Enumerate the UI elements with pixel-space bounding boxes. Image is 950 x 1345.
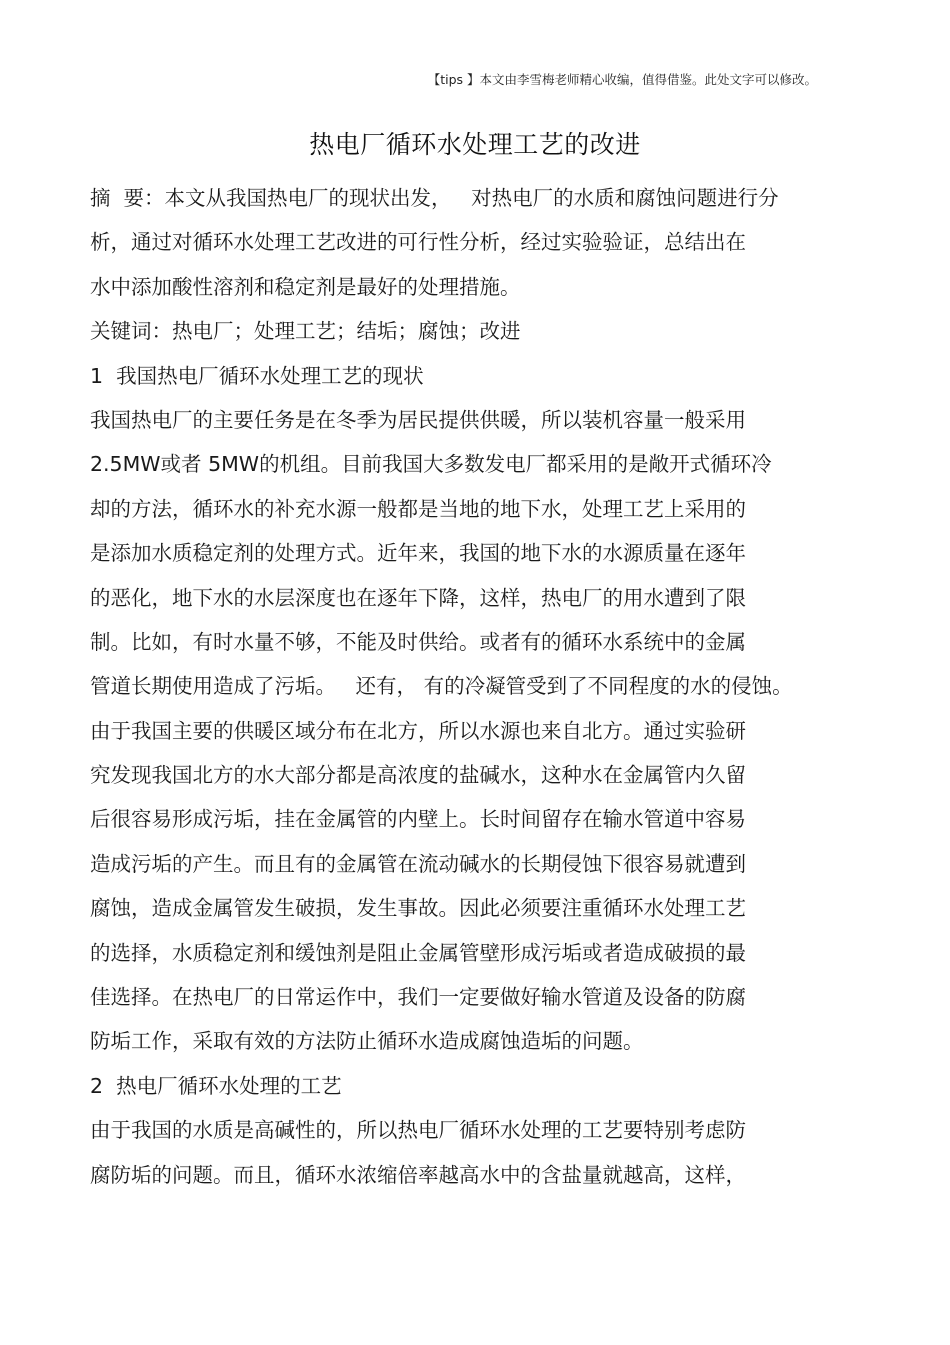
abstract-line: 摘 要：本文从我国热电厂的现状出发， 对热电厂的水质和腐蚀问题进行分 bbox=[90, 186, 779, 210]
body-text-line: 防垢工作，采取有效的方法防止循环水造成腐蚀造垢的问题。 bbox=[90, 1029, 644, 1054]
body-text-line: 造成污垢的产生。而且有的金属管在流动碱水的长期侵蚀下很容易就遭到 bbox=[90, 851, 746, 876]
page-title: 热电厂循环水处理工艺的改进 bbox=[309, 130, 641, 159]
body-text-line: 腐蚀，造成金属管发生破损，发生事故。因此必须要注重循环水处理工艺 bbox=[90, 896, 746, 921]
body-text-line: 的恶化，地下水的水层深度也在逐年下降，这样，热电厂的用水遭到了限 bbox=[90, 585, 746, 610]
body-text-line: 的选择，水质稳定剂和缓蚀剂是阻止金属管壁形成污垢或者造成破损的最 bbox=[90, 940, 746, 965]
body-text-line: 腐防垢的问题。而且，循环水浓缩倍率越高水中的含盐量就越高，这样， bbox=[90, 1162, 746, 1187]
body-text-line: 究发现我国北方的水大部分都是高浓度的盐碱水，这种水在金属管内久留 bbox=[90, 763, 746, 788]
body-text-line: 管道长期使用造成了污垢。 还有， 有的冷凝管受到了不同程度的水的侵蚀。 bbox=[90, 674, 793, 699]
body-text-line: 2.5MW或者 5MW的机组。目前我国大多数发电厂都采用的是敞开式循环冷 bbox=[90, 452, 772, 477]
body-text-line: 由于我国主要的供暖区域分布在北方，所以水源也来自北方。通过实验研 bbox=[90, 718, 746, 743]
abstract-line: 析，通过对循环水处理工艺改进的可行性分析，经过实验验证，总结出在 bbox=[90, 230, 746, 255]
body-text-line: 由于我国的水质是高碱性的，所以热电厂循环水处理的工艺要特别考虑防 bbox=[90, 1118, 746, 1143]
tips-note: 【tips 】本文由李雪梅老师精心收编，值得借鉴。此处文字可以修改。 bbox=[427, 72, 817, 87]
body-text-line: 后很容易形成污垢，挂在金属管的内壁上。长时间留存在输水管道中容易 bbox=[90, 807, 746, 832]
body-text-line: 却的方法，循环水的补充水源一般都是当地的地下水，处理工艺上采用的 bbox=[90, 496, 746, 521]
keywords-line: 关键词：热电厂；处理工艺；结垢；腐蚀；改进 bbox=[90, 319, 521, 344]
body-text-line: 佳选择。在热电厂的日常运作中，我们一定要做好输水管道及设备的防腐 bbox=[90, 985, 746, 1010]
abstract-line: 水中添加酸性溶剂和稳定剂是最好的处理措施。 bbox=[90, 274, 521, 299]
section-heading-1: 1 我国热电厂循环水处理工艺的现状 bbox=[90, 363, 424, 388]
section-heading-2: 2 热电厂循环水处理的工艺 bbox=[90, 1073, 342, 1098]
article-body bbox=[90, 176, 850, 1197]
body-text-line: 我国热电厂的主要任务是在冬季为居民提供供暖，所以装机容量一般采用 bbox=[90, 407, 746, 432]
body-text-line: 制。比如，有时水量不够，不能及时供给。或者有的循环水系统中的金属 bbox=[90, 629, 746, 654]
body-text-line: 是添加水质稳定剂的处理方式。近年来，我国的地下水的水源质量在逐年 bbox=[90, 541, 746, 566]
